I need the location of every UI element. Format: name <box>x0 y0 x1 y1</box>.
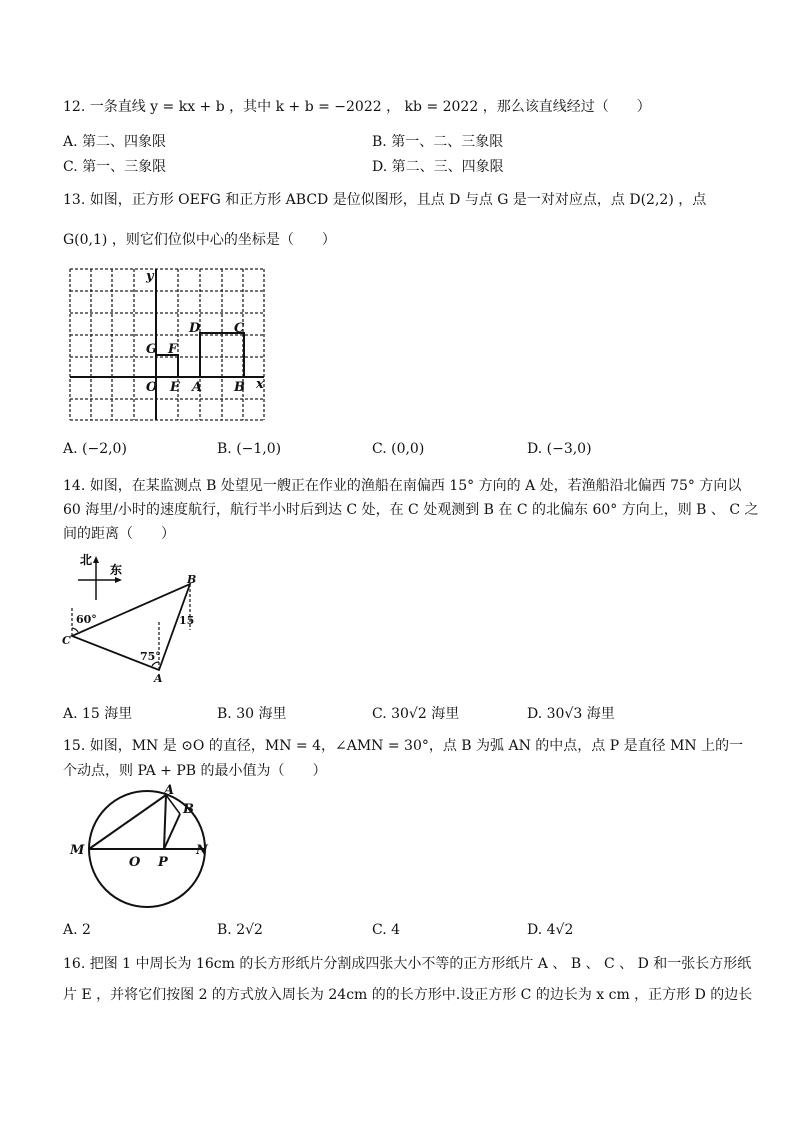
q15-stem-line2: 个动点，则 PA + PB 的最小值为（ ） <box>63 763 327 779</box>
segment-pb <box>164 814 180 849</box>
label-a: A <box>154 672 163 685</box>
triangle-cab <box>72 584 190 670</box>
q12-option-c: C. 第一、三象限 <box>63 159 167 175</box>
q13-option-a: A. (−2,0) <box>63 441 127 457</box>
q14-option-d: D. 30√3 海里 <box>527 706 615 722</box>
q14-stem-line3: 间的距离（ ） <box>63 526 175 542</box>
east-arrow-icon <box>115 577 122 583</box>
label-e: E <box>170 380 180 395</box>
q14-option-c: C. 30√2 海里 <box>372 706 460 722</box>
q14-option-b: B. 30 海里 <box>217 706 287 722</box>
label-b: B <box>187 573 197 586</box>
label-m: M <box>70 843 85 858</box>
q13-option-b: B. (−1,0) <box>217 441 282 457</box>
q12-option-b: B. 第一、二、三象限 <box>372 134 504 150</box>
q12-stem: 12. 一条直线 y = kx + b ，其中 k + b = −2022 ， kb = 2022 ，那么该直线经过（ ） <box>63 99 651 115</box>
label-c: C <box>234 321 245 336</box>
label-o: O <box>146 380 158 395</box>
q13-option-c: C. (0,0) <box>372 441 425 457</box>
q15-circle-figure <box>62 782 222 914</box>
chord-ma <box>89 795 166 849</box>
label-o: O <box>129 855 141 870</box>
q16-stem-line1: 16. 把图 1 中周长为 16cm 的长方形纸片分割成四张大小不等的正方形纸片 A 、 B 、 C 、 D 和一张长方形纸 <box>63 956 752 972</box>
label-x: x <box>256 377 264 392</box>
label-a: A <box>192 380 203 395</box>
label-north: 北 <box>80 553 93 567</box>
q14-bearing-figure <box>58 550 208 690</box>
q14-stem-line2: 60 海里/小时的速度航行，航行半小时后到达 C 处，在 C 处观测到 B 在 C 的北偏东 60° 方向上，则 B 、 C 之 <box>63 502 759 518</box>
q13-option-d: D. (−3,0) <box>527 441 592 457</box>
label-g: G <box>146 342 158 357</box>
label-d: D <box>189 321 201 336</box>
north-arrow-icon <box>93 556 99 563</box>
label-n: N <box>196 843 208 858</box>
q12-option-d: D. 第二、三、四象限 <box>372 159 504 175</box>
label-b: B <box>234 380 245 395</box>
label-angle-75: 75° <box>140 650 161 663</box>
label-f: F <box>168 342 178 357</box>
label-a: A <box>164 783 175 798</box>
label-y: y <box>146 269 154 284</box>
label-c: C <box>62 634 71 647</box>
square-oefg <box>156 355 178 377</box>
q13-stem-line2: G(0,1) ，则它们位似中心的坐标是（ ） <box>63 232 336 248</box>
q15-option-d: D. 4√2 <box>527 922 574 938</box>
q16-stem-line2: 片 E ，并将它们按图 2 的方式放入周长为 24cm 的的长方形中.设正方形 C 的边长为 x cm ，正方形 D 的边长 <box>63 987 753 1003</box>
q14-option-a: A. 15 海里 <box>63 706 133 722</box>
q15-stem-line1: 15. 如图，MN 是 ⊙O 的直径，MN = 4，∠AMN = 30°，点 B 为弧 AN 的中点，点 P 是直径 MN 上的一 <box>63 738 744 754</box>
label-angle-60: 60° <box>76 613 97 626</box>
q15-option-b: B. 2√2 <box>217 922 263 938</box>
label-b: B <box>183 802 194 817</box>
q15-option-c: C. 4 <box>372 922 401 938</box>
q13-grid-figure <box>66 264 270 426</box>
q15-option-a: A. 2 <box>63 922 91 938</box>
q13-stem-line1: 13. 如图，正方形 OEFG 和正方形 ABCD 是位似图形，且点 D 与点 G 是一对对应点，点 D(2,2) ，点 <box>63 192 707 208</box>
q14-stem-line1: 14. 如图，在某监测点 B 处望见一艘正在作业的渔船在南偏西 15° 方向的 A 处，若渔船沿北偏西 75° 方向以 <box>63 478 742 494</box>
label-angle-15: 15 <box>179 614 195 627</box>
segment-pa <box>164 795 166 849</box>
label-east: 东 <box>110 563 123 577</box>
label-p: P <box>158 855 168 870</box>
q12-option-a: A. 第二、四象限 <box>63 134 167 150</box>
